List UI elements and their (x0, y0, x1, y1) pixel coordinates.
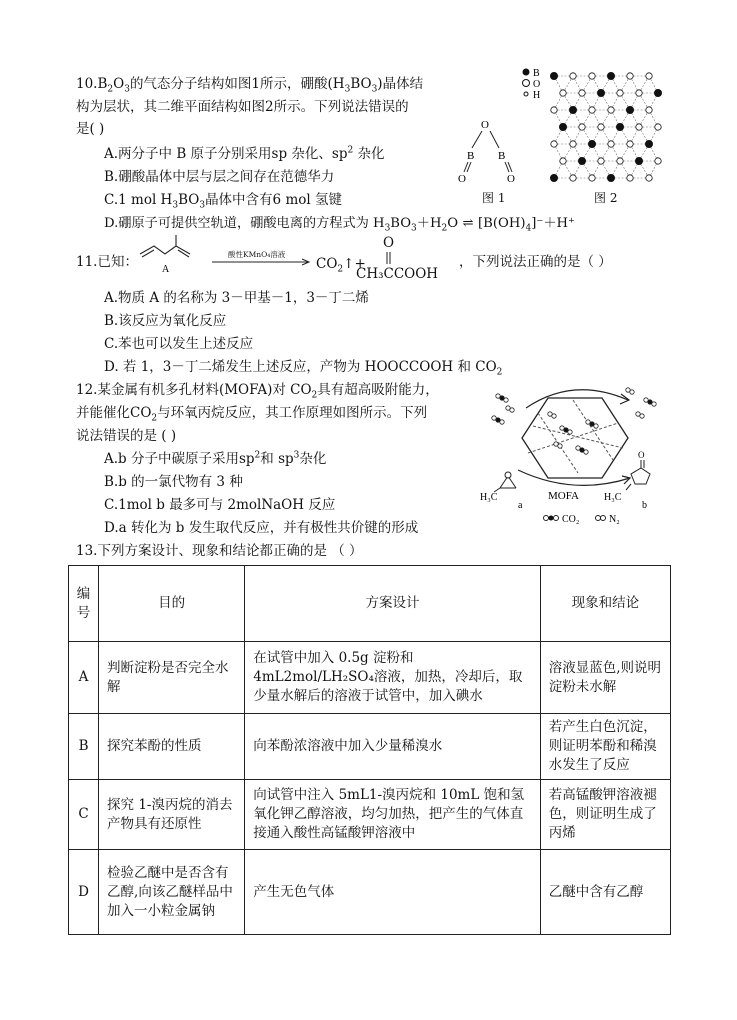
oxygen-atom (570, 141, 576, 147)
header-design: 方案设计 (245, 566, 540, 642)
boron-atom (635, 157, 642, 164)
q12-stem-line2: 并能催化$CO_2$与环氧丙烷反应，其工作原理如图所示。下列 (76, 405, 428, 424)
oxygen-atom (551, 141, 557, 147)
row-b-design: 向苯酚浓溶液中加入少量稀溴水 (245, 714, 540, 780)
q13-table (68, 565, 671, 935)
oxygen-atom (636, 90, 642, 96)
oxygen-atom (589, 73, 595, 79)
q11-prefix: 11.已知： (76, 254, 138, 270)
figure-2-boric-acid-layer (520, 64, 666, 190)
atom-b-left: B (467, 150, 475, 162)
boron-atom (578, 157, 585, 164)
figure-1-label: 图 1 (482, 191, 506, 205)
row-d-number: D (69, 850, 99, 935)
legend-n2-label: N₂ (609, 514, 620, 525)
oxygen-atom (579, 90, 585, 96)
oxygen-atom (589, 175, 595, 181)
product-carbonyl-o: O (383, 235, 395, 251)
oxygen-atom (646, 73, 652, 79)
boron-atom (616, 123, 623, 130)
oxygen-atom (598, 158, 604, 164)
compound-b-label: b (642, 500, 647, 511)
boron-atom (654, 89, 661, 96)
co2-molecule-atom (584, 450, 588, 454)
mofa-label: MOFA (548, 490, 579, 502)
legend-co2-label: CO₂ (562, 514, 580, 525)
row-a-design: 在试管中加入 0.5g 淀粉和 4mL2mol/LH₂SO₄溶液，加热，冷却后，取少量水解后的溶液于试管中，加入碘水 (245, 642, 540, 714)
row-b-result: 若产生白色沉淀，则证明苯酚和稀溴水发生了反应 (540, 714, 670, 780)
row-d-design: 产生无色气体 (245, 850, 540, 935)
q11-suffix: ，下列说法正确的是（ ） (459, 254, 612, 270)
q10-option-d: D.硼原子可提供空轨道，硼酸电离的方程式为 $H_3BO_3+H_2O$ ⇌ $[B(OH)_4]^-+H^+$ (104, 216, 575, 234)
q11-option-b: B.该反应为氧化反应 (104, 313, 227, 329)
row-c-number: C (69, 780, 99, 850)
atom-o-left: O (458, 173, 466, 185)
oxygen-atom (608, 107, 614, 113)
table-row (69, 642, 671, 714)
co2-molecule-atom (504, 398, 508, 402)
boron-atom (569, 106, 576, 113)
oxygen-atom (570, 73, 576, 79)
q12-option-b: B.b 的一氯代物有 3 种 (104, 474, 243, 490)
oxygen-atom (655, 158, 661, 164)
legend-o-dot (523, 80, 530, 87)
q13-stem: 13.下列方案设计、现象和结论都正确的是 （ ） (76, 543, 363, 559)
q12-option-a: A.b 分子中碳原子采用$sp^2$和 $sp^3$杂化 (104, 450, 327, 467)
row-d-purpose: 检验乙醚中是否含有乙醇,向该乙醚样品中加入一小粒金属钠 (99, 850, 245, 935)
row-a-number: A (69, 642, 99, 714)
q11-option-d: D. 若 1，3－丁二烯发生上述反应，产物为 HOOCCOOH 和 $CO_2$ (104, 359, 503, 378)
legend-b-dot (523, 69, 530, 76)
q12-option-d: D.a 转化为 b 发生取代反应，并有极性共价键的形成 (104, 520, 419, 536)
oxygen-atom (627, 73, 633, 79)
atom-o-top: O (481, 119, 489, 131)
co2-molecule-atom (594, 424, 598, 428)
boron-atom (559, 123, 566, 130)
equilibrium-arrow-icon: ⇌ (462, 216, 474, 231)
epoxide-methyl-label: H₃C (480, 492, 498, 503)
row-d-result: 乙醚中含有乙醇 (540, 850, 670, 935)
atom-b-right: B (498, 150, 506, 162)
oxygen-atom (608, 141, 614, 147)
n2-molecule-atom (552, 414, 556, 418)
header-number: 编号 (69, 566, 99, 642)
n2-molecule-atom (630, 390, 634, 394)
table-row (69, 850, 671, 935)
q12-stem-line3: 说法错误的是 ( ) (76, 428, 177, 444)
reaction-arrow-icon (212, 258, 312, 266)
oxygen-atom (627, 141, 633, 147)
n2-molecule-atom (510, 408, 514, 412)
boron-atom (626, 106, 633, 113)
co2-molecule-atom (500, 420, 504, 424)
boron-atom (550, 72, 557, 79)
q12-stem-line1: 12.某金属有机多孔材料(MOFA)对 $CO_2$具有超高吸附能力， (76, 382, 439, 401)
co2-molecule-atom (652, 402, 656, 406)
carbonyl-double-bond (384, 251, 394, 265)
row-c-purpose: 探究 1-溴丙烷的消去产物具有还原性 (99, 780, 245, 850)
oxygen-atom (655, 124, 661, 130)
q10-stem-line1: $10.B_2O_3$的气态分子结构如图1所示，硼酸$(H_3BO_3)$晶体结 (76, 76, 424, 95)
oxygen-atom (617, 158, 623, 164)
compound-a-label: a (518, 500, 523, 511)
boron-atom (597, 89, 604, 96)
product-co2: $CO_2↑+$ (316, 256, 366, 275)
product-pyruvic-acid: CH₃CCOOH (356, 266, 439, 282)
boron-atom (588, 140, 595, 147)
boron-atom (645, 140, 652, 147)
oxygen-atom (551, 107, 557, 113)
q10-stem-line3: 是( ) (76, 121, 105, 137)
oxygen-atom (598, 124, 604, 130)
table-header-row (69, 566, 671, 642)
q10-option-c: C.1 mol $H_3BO_3$晶体中含有6 mol 氢键 (104, 192, 342, 211)
row-a-purpose: 判断淀粉是否完全水解 (99, 642, 245, 714)
oxygen-atom (570, 175, 576, 181)
table-row (69, 780, 671, 850)
compound-a-label: A (162, 264, 170, 274)
oxygen-atom (646, 175, 652, 181)
q10-stem-line2: 构为层状，其二维平面结构如图2所示。下列说法错误的 (76, 99, 409, 115)
n2-molecule-atom (558, 444, 562, 448)
row-c-result: 若高锰酸钾溶液褪色，则证明生成了丙烯 (540, 780, 670, 850)
oxygen-atom (589, 107, 595, 113)
legend-h-dot (524, 92, 528, 96)
atom-o-right: O (507, 173, 515, 185)
carbonyl-o-label: O (638, 450, 645, 460)
legend-o-label: O (533, 79, 541, 90)
q10-option-b: B.硼酸晶体中层与层之间存在范德华力 (104, 169, 335, 185)
boron-atom (550, 174, 557, 181)
row-b-purpose: 探究苯酚的性质 (99, 714, 245, 780)
boron-atom (607, 72, 614, 79)
q11-option-c: C.苯也可以发生上述反应 (104, 336, 254, 352)
oxygen-atom (560, 90, 566, 96)
carbonate-methyl-label: H₃C (604, 492, 622, 503)
q12-option-c: C.1mol b 最多可与 2molNaOH 反应 (104, 497, 336, 513)
boron-atom (607, 174, 614, 181)
table-row (69, 714, 671, 780)
q11-option-a: A.物质 A 的名称为 3－甲基－1，3－丁二烯 (104, 290, 369, 306)
row-c-design: 向试管中注入 5mL1-溴丙烷和 10mL 饱和氢氧化钾乙醇溶液，均匀加热，把产生的气体直接通入酸性高锰酸钾溶液中 (245, 780, 540, 850)
mofa-hexagon (522, 398, 628, 478)
co2-molecule-atom (568, 430, 572, 434)
oxygen-atom (617, 90, 623, 96)
legend-h-label: H (533, 90, 541, 101)
mofa-mechanism-figure (478, 378, 674, 526)
figure-2-label: 图 2 (594, 191, 618, 205)
isoprene-structure-a (138, 232, 200, 274)
row-b-number: B (69, 714, 99, 780)
reaction-condition-label: 酸性KMnO₄溶液 (228, 250, 286, 259)
oxygen-atom (579, 124, 585, 130)
n2-molecule-atom (640, 414, 644, 418)
row-a-result: 溶液显蓝色,则说明淀粉未水解 (540, 642, 670, 714)
legend-b-label: B (533, 68, 540, 79)
oxygen-atom (646, 107, 652, 113)
oxygen-atom (560, 158, 566, 164)
q10-option-a: A.两分子中 B 原子分别采用sp 杂化、$sp^2$ 杂化 (104, 145, 385, 162)
oxygen-atom (627, 175, 633, 181)
header-result: 现象和结论 (540, 566, 670, 642)
oxygen-atom (636, 124, 642, 130)
header-purpose: 目的 (99, 566, 245, 642)
